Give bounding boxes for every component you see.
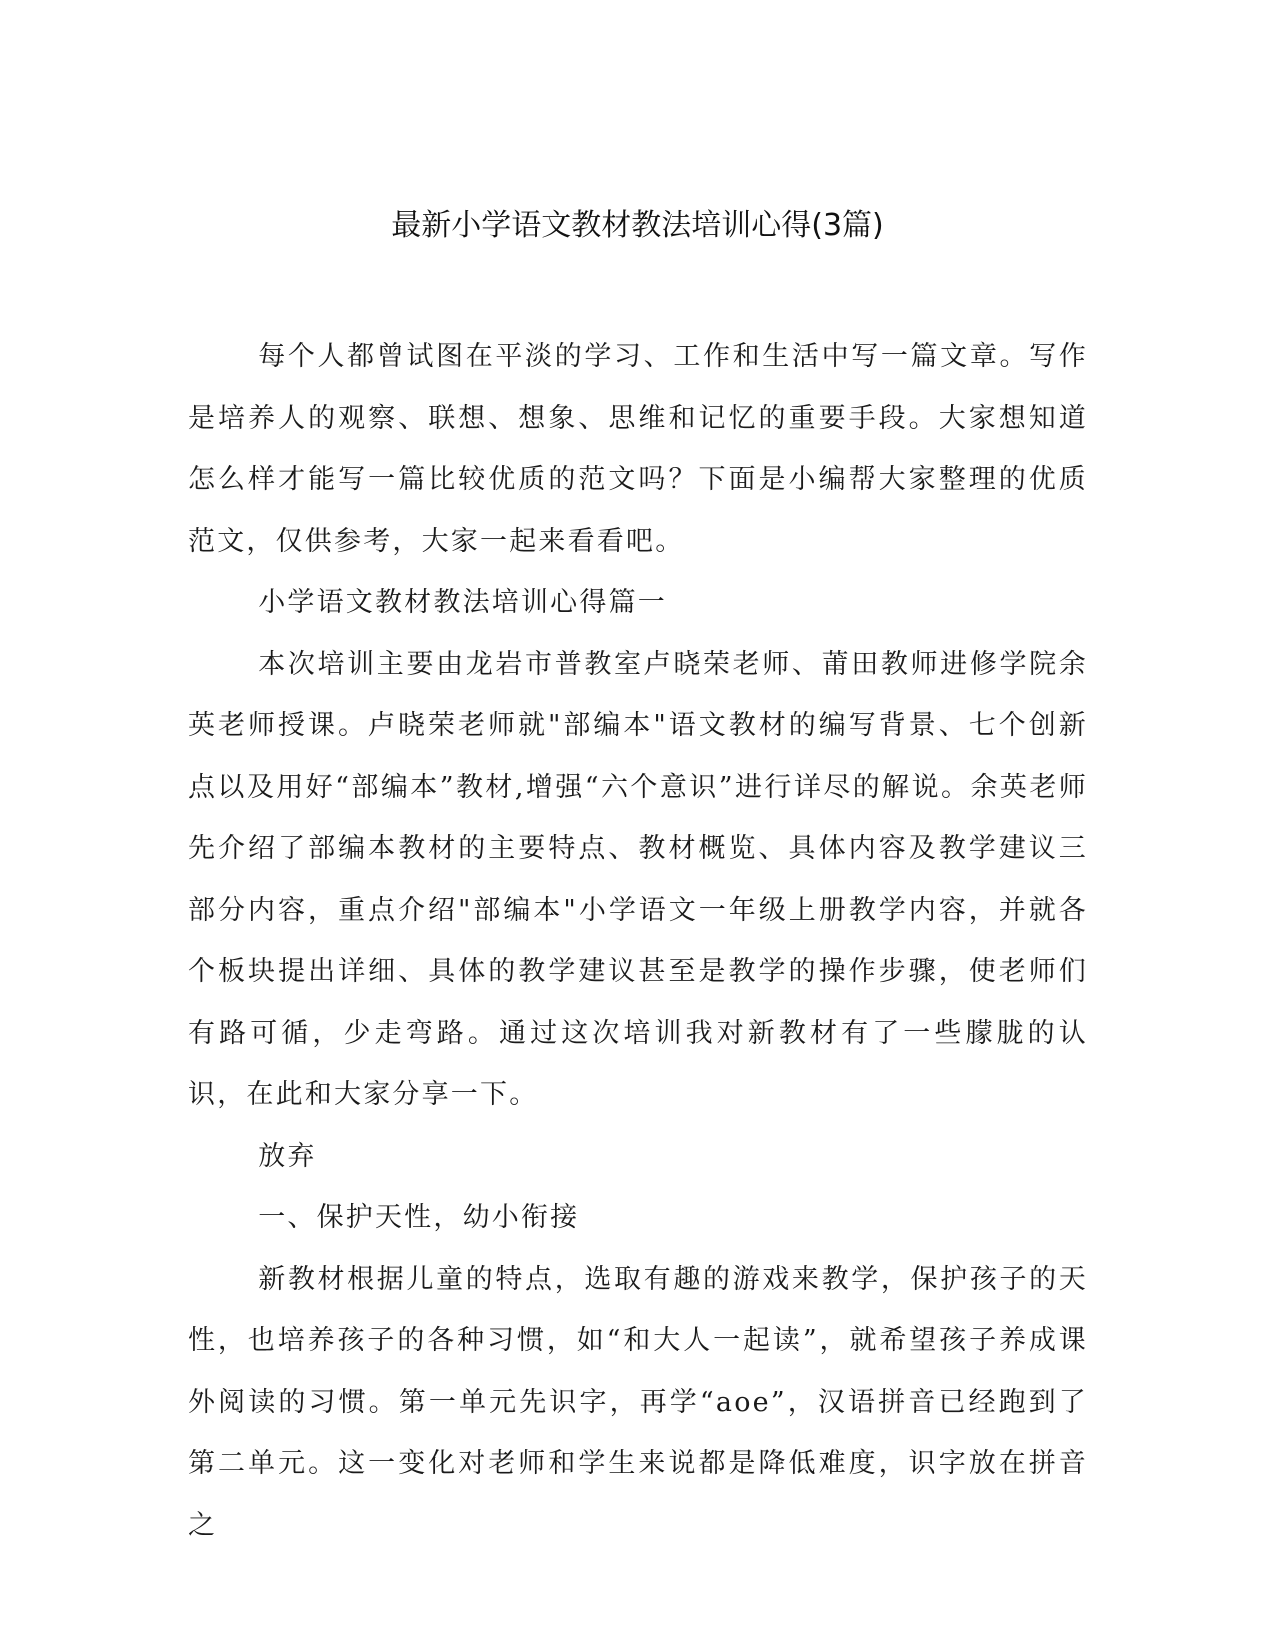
body-paragraph: 本次培训主要由龙岩市普教室卢晓荣老师、莆田教师进修学院余英老师授课。卢晓荣老师就"部编本"语文教材的编写背景、七个创新点以及用好“部编本”教材,增强“六个意识”进行详尽的解说。余英老师先介绍了部编本教材的主要特点、教材概览、具体内容及教学建议三部分内容，重点介绍"部编本"小学语文一年级上册教学内容，并就各个板块提出详细、具体的教学建议甚至是教学的操作步骤，使老师们有路可循，少走弯路。通过这次培训我对新教材有了一些朦胧的认识，在此和大家分享一下。 [188,648,1088,1110]
body-paragraph: 新教材根据儿童的特点，选取有趣的游戏来教学，保护孩子的天性，也培养孩子的各种习惯，如“和大人一起读”，就希望孩子养成课外阅读的习惯。第一单元先识字，再学“aoe”，汉语拼音已经跑到了第二单元。这一变化对老师和学生来说都是降低难度，识字放在拼音之 [188,1263,1088,1541]
section-heading: 小学语文教材教法培训心得篇一 [258,587,667,618]
intro-paragraph: 每个人都曾试图在平淡的学习、工作和生活中写一篇文章。写作是培养人的观察、联想、想象、思维和记忆的重要手段。大家想知道怎么样才能写一篇比较优质的范文吗？下面是小编帮大家整理的优质范文，仅供参考，大家一起来看看吧。 [188,341,1088,557]
document-body [188,326,1088,1556]
body-paragraph: 放弃 [258,1140,317,1172]
document-title: 最新小学语文教材教法培训心得(3篇) [391,208,884,243]
subheading: 一、保护天性，幼小衔接 [258,1202,580,1233]
